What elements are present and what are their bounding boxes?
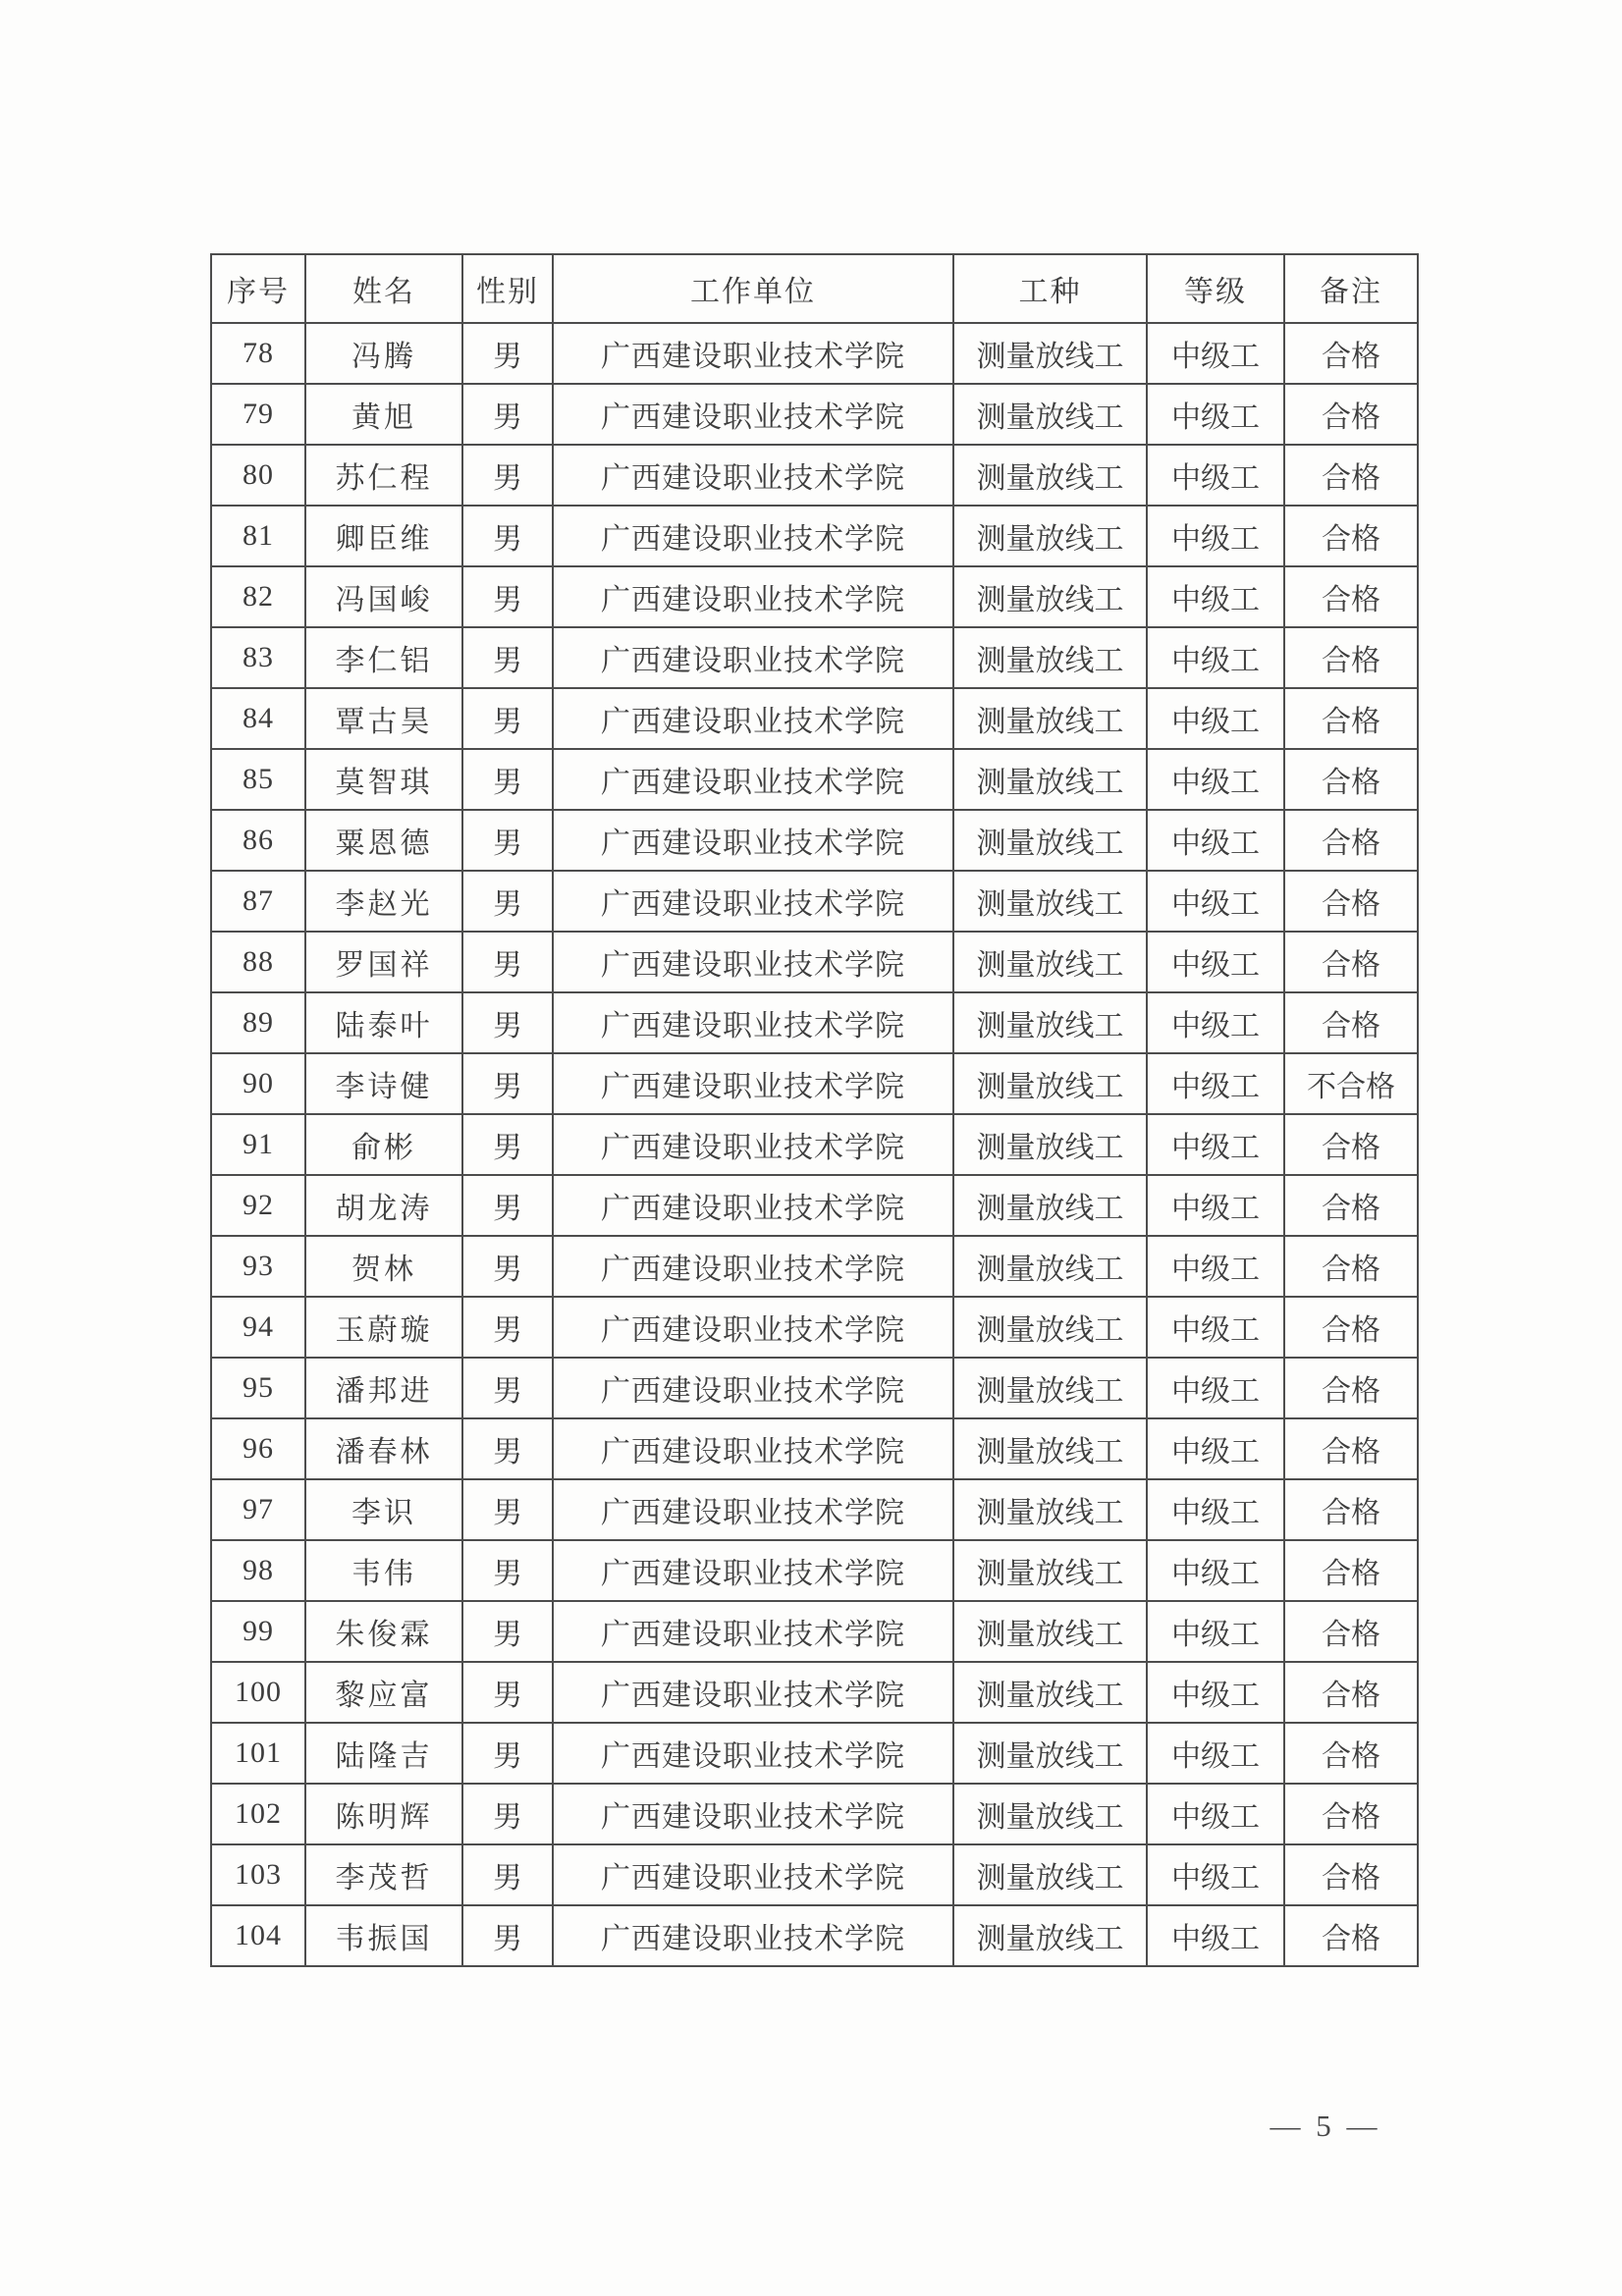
table-cell-workunit: 广西建设职业技术学院 — [553, 1053, 953, 1114]
table-cell-name: 黄旭 — [305, 384, 462, 445]
table-cell-level: 中级工 — [1147, 1053, 1284, 1114]
table-cell-gender: 男 — [462, 871, 553, 932]
table-row — [211, 1540, 1418, 1601]
table-cell-jobtype: 测量放线工 — [953, 566, 1147, 627]
table-row — [211, 992, 1418, 1053]
table-row — [211, 1479, 1418, 1540]
table-cell-level: 中级工 — [1147, 506, 1284, 566]
table-cell-level: 中级工 — [1147, 810, 1284, 871]
table-cell-level: 中级工 — [1147, 871, 1284, 932]
table-cell-jobtype: 测量放线工 — [953, 871, 1147, 932]
table-cell-index: 80 — [211, 445, 305, 506]
table-cell-name: 陆泰叶 — [305, 992, 462, 1053]
table-cell-workunit: 广西建设职业技术学院 — [553, 932, 953, 992]
table-cell-gender: 男 — [462, 1236, 553, 1297]
table-cell-name: 李识 — [305, 1479, 462, 1540]
table-cell-workunit: 广西建设职业技术学院 — [553, 810, 953, 871]
table-cell-remark: 合格 — [1284, 1540, 1418, 1601]
table-cell-jobtype: 测量放线工 — [953, 1540, 1147, 1601]
table-cell-name: 粟恩德 — [305, 810, 462, 871]
table-cell-gender: 男 — [462, 1418, 553, 1479]
table-cell-jobtype: 测量放线工 — [953, 1905, 1147, 1966]
table-cell-jobtype: 测量放线工 — [953, 1297, 1147, 1358]
table-cell-gender: 男 — [462, 932, 553, 992]
table-cell-index: 104 — [211, 1905, 305, 1966]
table-cell-workunit: 广西建设职业技术学院 — [553, 1175, 953, 1236]
table-cell-index: 96 — [211, 1418, 305, 1479]
table-cell-index: 87 — [211, 871, 305, 932]
table-cell-workunit: 广西建设职业技术学院 — [553, 749, 953, 810]
table-cell-index: 94 — [211, 1297, 305, 1358]
table-cell-index: 92 — [211, 1175, 305, 1236]
table-row — [211, 1053, 1418, 1114]
table-cell-workunit: 广西建设职业技术学院 — [553, 1358, 953, 1418]
table-row — [211, 506, 1418, 566]
table-row — [211, 323, 1418, 384]
table-cell-level: 中级工 — [1147, 1662, 1284, 1723]
table-cell-gender: 男 — [462, 566, 553, 627]
table-cell-level: 中级工 — [1147, 1540, 1284, 1601]
table-cell-remark: 合格 — [1284, 810, 1418, 871]
table-cell-gender: 男 — [462, 1114, 553, 1175]
table-cell-workunit: 广西建设职业技术学院 — [553, 1601, 953, 1662]
table-cell-name: 李赵光 — [305, 871, 462, 932]
table-cell-level: 中级工 — [1147, 1358, 1284, 1418]
table-row — [211, 1844, 1418, 1905]
table-cell-workunit: 广西建设职业技术学院 — [553, 445, 953, 506]
table-cell-jobtype: 测量放线工 — [953, 688, 1147, 749]
table-cell-remark: 合格 — [1284, 1844, 1418, 1905]
table-cell-jobtype: 测量放线工 — [953, 1175, 1147, 1236]
table-cell-jobtype: 测量放线工 — [953, 1784, 1147, 1844]
table-cell-jobtype: 测量放线工 — [953, 932, 1147, 992]
table-cell-index: 81 — [211, 506, 305, 566]
table-row — [211, 1114, 1418, 1175]
table-cell-workunit: 广西建设职业技术学院 — [553, 627, 953, 688]
table-cell-level: 中级工 — [1147, 992, 1284, 1053]
table-row — [211, 445, 1418, 506]
column-header-gender: 性别 — [462, 254, 553, 323]
table-cell-index: 84 — [211, 688, 305, 749]
table-cell-level: 中级工 — [1147, 384, 1284, 445]
table-cell-jobtype: 测量放线工 — [953, 445, 1147, 506]
table-cell-workunit: 广西建设职业技术学院 — [553, 688, 953, 749]
table-cell-remark: 合格 — [1284, 1723, 1418, 1784]
table-cell-name: 黎应富 — [305, 1662, 462, 1723]
table-cell-name: 冯国峻 — [305, 566, 462, 627]
table-cell-workunit: 广西建设职业技术学院 — [553, 1114, 953, 1175]
table-cell-remark: 合格 — [1284, 1114, 1418, 1175]
table-cell-workunit: 广西建设职业技术学院 — [553, 1905, 953, 1966]
table-cell-level: 中级工 — [1147, 1175, 1284, 1236]
table-cell-gender: 男 — [462, 810, 553, 871]
table-cell-jobtype: 测量放线工 — [953, 1662, 1147, 1723]
table-cell-jobtype: 测量放线工 — [953, 1418, 1147, 1479]
table-cell-gender: 男 — [462, 1662, 553, 1723]
table-cell-index: 90 — [211, 1053, 305, 1114]
table-cell-gender: 男 — [462, 445, 553, 506]
table-cell-remark: 合格 — [1284, 627, 1418, 688]
table-cell-name: 罗国祥 — [305, 932, 462, 992]
table-row — [211, 932, 1418, 992]
table-cell-index: 83 — [211, 627, 305, 688]
table-cell-name: 俞彬 — [305, 1114, 462, 1175]
table-cell-index: 82 — [211, 566, 305, 627]
table-cell-remark: 合格 — [1284, 566, 1418, 627]
table-cell-workunit: 广西建设职业技术学院 — [553, 1723, 953, 1784]
table-cell-remark: 合格 — [1284, 506, 1418, 566]
table-cell-gender: 男 — [462, 323, 553, 384]
table-cell-jobtype: 测量放线工 — [953, 323, 1147, 384]
table-row — [211, 1662, 1418, 1723]
table-cell-index: 99 — [211, 1601, 305, 1662]
table-cell-jobtype: 测量放线工 — [953, 992, 1147, 1053]
table-row — [211, 384, 1418, 445]
table-cell-level: 中级工 — [1147, 627, 1284, 688]
table-row — [211, 1601, 1418, 1662]
table-cell-gender: 男 — [462, 1053, 553, 1114]
table-cell-jobtype: 测量放线工 — [953, 506, 1147, 566]
table-cell-level: 中级工 — [1147, 932, 1284, 992]
table-cell-name: 李茂哲 — [305, 1844, 462, 1905]
table-cell-remark: 合格 — [1284, 1479, 1418, 1540]
table-cell-jobtype: 测量放线工 — [953, 1844, 1147, 1905]
table-cell-gender: 男 — [462, 1723, 553, 1784]
table-row — [211, 1723, 1418, 1784]
table-cell-workunit: 广西建设职业技术学院 — [553, 384, 953, 445]
table-cell-remark: 合格 — [1284, 1784, 1418, 1844]
table-cell-gender: 男 — [462, 1297, 553, 1358]
table-cell-gender: 男 — [462, 627, 553, 688]
table-cell-workunit: 广西建设职业技术学院 — [553, 1297, 953, 1358]
table-cell-remark: 合格 — [1284, 749, 1418, 810]
table-cell-level: 中级工 — [1147, 1844, 1284, 1905]
table-row — [211, 1236, 1418, 1297]
table-cell-level: 中级工 — [1147, 1784, 1284, 1844]
table-cell-index: 102 — [211, 1784, 305, 1844]
table-cell-name: 潘春林 — [305, 1418, 462, 1479]
table-cell-jobtype: 测量放线工 — [953, 1479, 1147, 1540]
column-header-index: 序号 — [211, 254, 305, 323]
table-cell-name: 陆隆吉 — [305, 1723, 462, 1784]
table-cell-workunit: 广西建设职业技术学院 — [553, 566, 953, 627]
table-cell-jobtype: 测量放线工 — [953, 749, 1147, 810]
table-cell-workunit: 广西建设职业技术学院 — [553, 506, 953, 566]
table-cell-gender: 男 — [462, 688, 553, 749]
table-cell-level: 中级工 — [1147, 323, 1284, 384]
table-cell-remark: 合格 — [1284, 1175, 1418, 1236]
table-cell-remark: 合格 — [1284, 1418, 1418, 1479]
table-cell-name: 卿臣维 — [305, 506, 462, 566]
table-cell-level: 中级工 — [1147, 1297, 1284, 1358]
table-cell-remark: 合格 — [1284, 384, 1418, 445]
table-cell-index: 100 — [211, 1662, 305, 1723]
results-table-body — [211, 323, 1418, 1966]
table-cell-jobtype: 测量放线工 — [953, 627, 1147, 688]
table-cell-jobtype: 测量放线工 — [953, 1723, 1147, 1784]
table-row — [211, 566, 1418, 627]
table-cell-jobtype: 测量放线工 — [953, 1601, 1147, 1662]
table-cell-name: 莫智琪 — [305, 749, 462, 810]
table-cell-gender: 男 — [462, 1175, 553, 1236]
table-cell-gender: 男 — [462, 384, 553, 445]
table-row — [211, 1297, 1418, 1358]
table-cell-level: 中级工 — [1147, 1236, 1284, 1297]
table-cell-index: 97 — [211, 1479, 305, 1540]
table-row — [211, 1175, 1418, 1236]
table-cell-jobtype: 测量放线工 — [953, 1358, 1147, 1418]
table-cell-index: 91 — [211, 1114, 305, 1175]
table-cell-workunit: 广西建设职业技术学院 — [553, 1662, 953, 1723]
column-header-name: 姓名 — [305, 254, 462, 323]
table-cell-jobtype: 测量放线工 — [953, 1114, 1147, 1175]
table-cell-gender: 男 — [462, 1358, 553, 1418]
column-header-level: 等级 — [1147, 254, 1284, 323]
table-row — [211, 871, 1418, 932]
table-cell-level: 中级工 — [1147, 1905, 1284, 1966]
table-cell-gender: 男 — [462, 1905, 553, 1966]
table-cell-workunit: 广西建设职业技术学院 — [553, 992, 953, 1053]
table-cell-index: 78 — [211, 323, 305, 384]
table-cell-workunit: 广西建设职业技术学院 — [553, 1784, 953, 1844]
table-cell-remark: 合格 — [1284, 1662, 1418, 1723]
table-cell-gender: 男 — [462, 992, 553, 1053]
table-cell-name: 贺林 — [305, 1236, 462, 1297]
table-cell-name: 李仁铝 — [305, 627, 462, 688]
table-cell-name: 韦振国 — [305, 1905, 462, 1966]
table-cell-name: 覃古昊 — [305, 688, 462, 749]
table-cell-remark: 合格 — [1284, 932, 1418, 992]
table-row — [211, 1358, 1418, 1418]
table-cell-remark: 合格 — [1284, 1236, 1418, 1297]
table-cell-index: 88 — [211, 932, 305, 992]
table-cell-workunit: 广西建设职业技术学院 — [553, 1418, 953, 1479]
table-cell-gender: 男 — [462, 1784, 553, 1844]
table-cell-remark: 合格 — [1284, 323, 1418, 384]
table-cell-name: 李诗健 — [305, 1053, 462, 1114]
table-cell-index: 98 — [211, 1540, 305, 1601]
table-header — [211, 254, 1418, 323]
table-cell-remark: 合格 — [1284, 871, 1418, 932]
table-row — [211, 1784, 1418, 1844]
column-header-remark: 备注 — [1284, 254, 1418, 323]
table-cell-name: 潘邦进 — [305, 1358, 462, 1418]
table-cell-workunit: 广西建设职业技术学院 — [553, 1479, 953, 1540]
table-cell-remark: 合格 — [1284, 1358, 1418, 1418]
table-cell-level: 中级工 — [1147, 749, 1284, 810]
table-cell-gender: 男 — [462, 1601, 553, 1662]
table-cell-index: 93 — [211, 1236, 305, 1297]
table-cell-remark: 合格 — [1284, 1905, 1418, 1966]
table-cell-name: 胡龙涛 — [305, 1175, 462, 1236]
table-cell-jobtype: 测量放线工 — [953, 1053, 1147, 1114]
table-cell-index: 95 — [211, 1358, 305, 1418]
table-cell-level: 中级工 — [1147, 1601, 1284, 1662]
table-cell-index: 85 — [211, 749, 305, 810]
table-cell-name: 冯腾 — [305, 323, 462, 384]
column-header-workunit: 工作单位 — [553, 254, 953, 323]
table-cell-level: 中级工 — [1147, 1723, 1284, 1784]
table-cell-remark: 合格 — [1284, 1297, 1418, 1358]
table-cell-workunit: 广西建设职业技术学院 — [553, 323, 953, 384]
table-cell-level: 中级工 — [1147, 1114, 1284, 1175]
table-cell-name: 苏仁程 — [305, 445, 462, 506]
table-cell-remark: 不合格 — [1284, 1053, 1418, 1114]
table-cell-gender: 男 — [462, 1844, 553, 1905]
table-cell-name: 陈明辉 — [305, 1784, 462, 1844]
table-cell-level: 中级工 — [1147, 566, 1284, 627]
table-cell-remark: 合格 — [1284, 445, 1418, 506]
table-cell-level: 中级工 — [1147, 445, 1284, 506]
table-cell-remark: 合格 — [1284, 1601, 1418, 1662]
table-cell-index: 103 — [211, 1844, 305, 1905]
table-header-row — [211, 254, 1418, 323]
table-cell-remark: 合格 — [1284, 688, 1418, 749]
table-cell-level: 中级工 — [1147, 688, 1284, 749]
table-row — [211, 1905, 1418, 1966]
page-number: — 5 — — [1270, 2109, 1381, 2143]
table-cell-index: 86 — [211, 810, 305, 871]
table-cell-workunit: 广西建设职业技术学院 — [553, 871, 953, 932]
table-row — [211, 749, 1418, 810]
table-cell-name: 玉蔚璇 — [305, 1297, 462, 1358]
exam-results-table — [210, 253, 1419, 1967]
table-row — [211, 627, 1418, 688]
table-cell-workunit: 广西建设职业技术学院 — [553, 1844, 953, 1905]
column-header-jobtype: 工种 — [953, 254, 1147, 323]
table-cell-workunit: 广西建设职业技术学院 — [553, 1236, 953, 1297]
table-cell-jobtype: 测量放线工 — [953, 384, 1147, 445]
table-cell-level: 中级工 — [1147, 1418, 1284, 1479]
table-cell-jobtype: 测量放线工 — [953, 1236, 1147, 1297]
table-cell-gender: 男 — [462, 749, 553, 810]
table-cell-index: 79 — [211, 384, 305, 445]
table-cell-gender: 男 — [462, 1540, 553, 1601]
table-cell-remark: 合格 — [1284, 992, 1418, 1053]
table-cell-gender: 男 — [462, 1479, 553, 1540]
table-cell-index: 89 — [211, 992, 305, 1053]
table-row — [211, 1418, 1418, 1479]
table-cell-workunit: 广西建设职业技术学院 — [553, 1540, 953, 1601]
table-cell-name: 韦伟 — [305, 1540, 462, 1601]
table-cell-level: 中级工 — [1147, 1479, 1284, 1540]
table-cell-index: 101 — [211, 1723, 305, 1784]
table-cell-name: 朱俊霖 — [305, 1601, 462, 1662]
table-row — [211, 688, 1418, 749]
table-cell-gender: 男 — [462, 506, 553, 566]
table-cell-jobtype: 测量放线工 — [953, 810, 1147, 871]
table-row — [211, 810, 1418, 871]
